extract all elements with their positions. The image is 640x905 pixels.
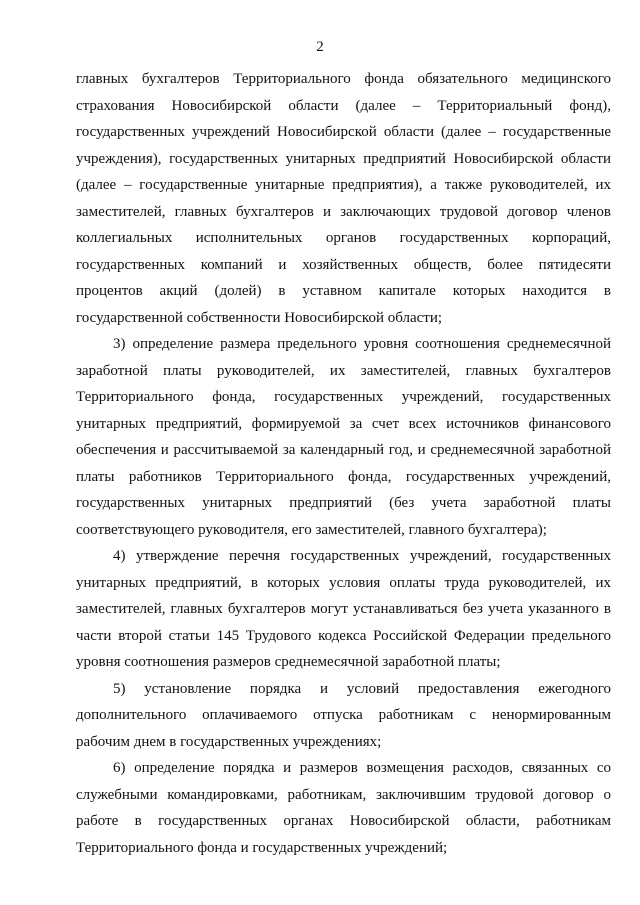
text-line: учреждения), государственных унитарных предприятий Новосибирской области [76, 150, 611, 167]
text-line: государственной собственности Новосибирской области; [76, 309, 443, 326]
text-line: платы работников Территориального фонда, государственных учреждений, [76, 468, 611, 485]
text-line: дополнительного оплачиваемого отпуска работникам с ненормированным [76, 707, 611, 723]
text-line: процентов акций (долей) в уставном капитале которых находится в [76, 283, 611, 299]
paragraph-item-4 [76, 543, 611, 676]
text-line: (далее – государственные унитарные предприятия), а также руководителей, их [76, 177, 611, 193]
text-line: главных бухгалтеров Территориального фонда обязательного медицинского [76, 71, 611, 87]
text-line: части второй статьи 145 Трудового кодекса Российской Федерации предельного [76, 627, 611, 644]
text-line: Территориального фонда и государственных учреждений; [76, 839, 448, 856]
text-line: 5) установление порядка и условий предоставления ежегодного [113, 680, 611, 697]
text-line: унитарных предприятий, в которых условия оплаты труда руководителей, их [76, 574, 611, 591]
page-number: 2 [316, 39, 324, 55]
text-line: 6) определение порядка и размеров возмещения расходов, связанных со [113, 760, 611, 776]
text-line: государственных компаний и хозяйственных обществ, более пятидесяти [76, 256, 611, 273]
text-line: страхования Новосибирской области (далее – Территориальный фонд), [76, 97, 611, 114]
text-line: заместителей, главных бухгалтеров могут устанавливаться без учета указанного в [76, 601, 611, 617]
text-line: служебными командировками, работникам, заключившим трудовой договор о [76, 786, 611, 803]
text-line: соответствующего руководителя, его заместителей, главного бухгалтера); [76, 521, 547, 538]
paragraph-item-3 [76, 331, 611, 543]
text-line: обеспечения и рассчитываемой за календарный год, и среднемесячной заработной [76, 442, 611, 458]
text-line: уровня соотношения размеров среднемесячной заработной платы; [76, 654, 501, 670]
paragraph-item-5 [76, 676, 611, 756]
text-line: 4) утверждение перечня государственных учреждений, государственных [113, 548, 611, 564]
text-line: государственных учреждений Новосибирской области (далее – государственные [76, 124, 611, 140]
text-line: Территориального фонда, государственных учреждений, государственных [76, 389, 611, 405]
text-line: 3) определение размера предельного уровня соотношения среднемесячной [113, 336, 611, 352]
text-line: заместителей, главных бухгалтеров и заключающих трудовой договор членов [76, 203, 611, 220]
text-line: государственных унитарных предприятий (без учета заработной платы [76, 495, 611, 511]
text-line: коллегиальных исполнительных органов государственных корпораций, [76, 230, 611, 246]
document-body [76, 66, 611, 861]
paragraph-continuation [76, 66, 611, 331]
paragraph-item-6 [76, 755, 611, 861]
text-line: работе в государственных органах Новосибирской области, работникам [76, 813, 611, 829]
text-line: заработной платы руководителей, их заместителей, главных бухгалтеров [76, 362, 611, 379]
text-line: рабочим днем в государственных учреждениях; [76, 733, 382, 750]
text-line: унитарных предприятий, формируемой за счет всех источников финансового [76, 415, 611, 432]
